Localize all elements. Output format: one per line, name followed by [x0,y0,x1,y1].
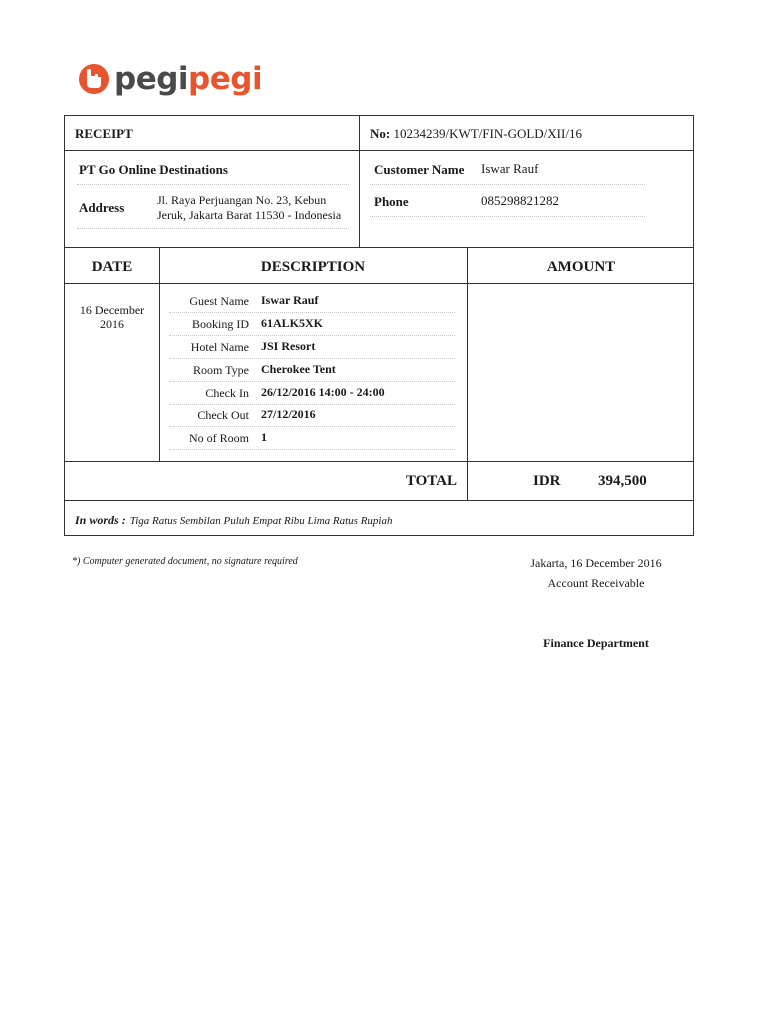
total-amount: 394,500 [598,473,647,489]
dotted-rule [169,449,455,450]
customer-name-value: Iswar Rauf [481,161,539,176]
address-line-2: Jeruk, Jakarta Barat 11530 - Indonesia [157,208,342,222]
dotted-rule [169,381,455,382]
logo-text-part2: pegi [188,61,263,97]
dotted-rule [370,216,645,217]
divider [359,116,360,247]
detail-label: Booking ID [192,317,249,331]
date-line-1: 16 December [79,303,145,317]
detail-label: Check In [205,386,249,400]
detail-label: No of Room [189,431,249,445]
dotted-rule [169,426,455,427]
dotted-rule [370,184,645,185]
address-line-1: Jl. Raya Perjuangan No. 23, Kebun [157,193,327,207]
total-currency: IDR [533,473,561,489]
divider [65,461,693,462]
dotted-rule [77,184,349,185]
divider [159,247,160,461]
dotted-rule [77,228,349,229]
date-cell [65,303,159,331]
dotted-rule [169,312,455,313]
detail-value: 26/12/2016 14:00 - 24:00 [261,385,385,399]
footer-place-date: Jakarta, 16 December 2016 [530,556,662,570]
dotted-rule [169,404,455,405]
detail-label: Room Type [193,363,249,377]
receipt-title: RECEIPT [75,126,133,141]
company-name: PT Go Online Destinations [79,162,228,177]
footer-department-line: Account Receivable [547,576,645,590]
receipt-number-value: 10234239/KWT/FIN-GOLD/XII/16 [393,126,582,141]
detail-value: Cherokee Tent [261,362,336,376]
in-words-value: Tiga Ratus Sembilan Puluh Empat Ribu Lima Ratus Rupiah [129,515,393,527]
divider [65,150,693,151]
footer-note: *) Computer generated document, no signature required [72,556,298,567]
dotted-rule [169,335,455,336]
detail-label: Hotel Name [190,340,249,354]
address-value [157,193,341,223]
receipt-number-label: No: [370,126,391,141]
detail-value: Iswar Rauf [261,293,319,307]
detail-value: JSI Resort [261,339,316,353]
receipt-number [370,126,582,142]
address-label: Address [79,200,125,215]
in-words-label: In words : [75,513,126,527]
receipt-box [64,115,694,536]
detail-value: 27/12/2016 [261,407,316,421]
date-line-2: 2016 [100,317,124,331]
column-header-amount: AMOUNT [546,259,616,275]
divider [65,500,693,501]
total-label: TOTAL [405,473,457,489]
detail-label: Check Out [197,408,249,422]
column-header-date: DATE [91,259,133,275]
footer-signatory: Finance Department [543,636,649,650]
logo-text [114,63,262,95]
detail-value: 61ALK5XK [261,316,324,330]
column-header-description: DESCRIPTION [260,259,366,275]
customer-name-label: Customer Name [374,162,465,177]
divider [467,247,468,500]
hand-pointer-icon [78,63,110,95]
logo-text-part1: pegi [114,61,189,97]
in-words [75,511,392,529]
dotted-rule [169,358,455,359]
detail-label: Guest Name [189,294,249,308]
pegipegi-logo [78,63,262,95]
phone-value: 085298821282 [481,193,559,208]
detail-value: 1 [261,430,267,444]
phone-label: Phone [374,194,409,209]
